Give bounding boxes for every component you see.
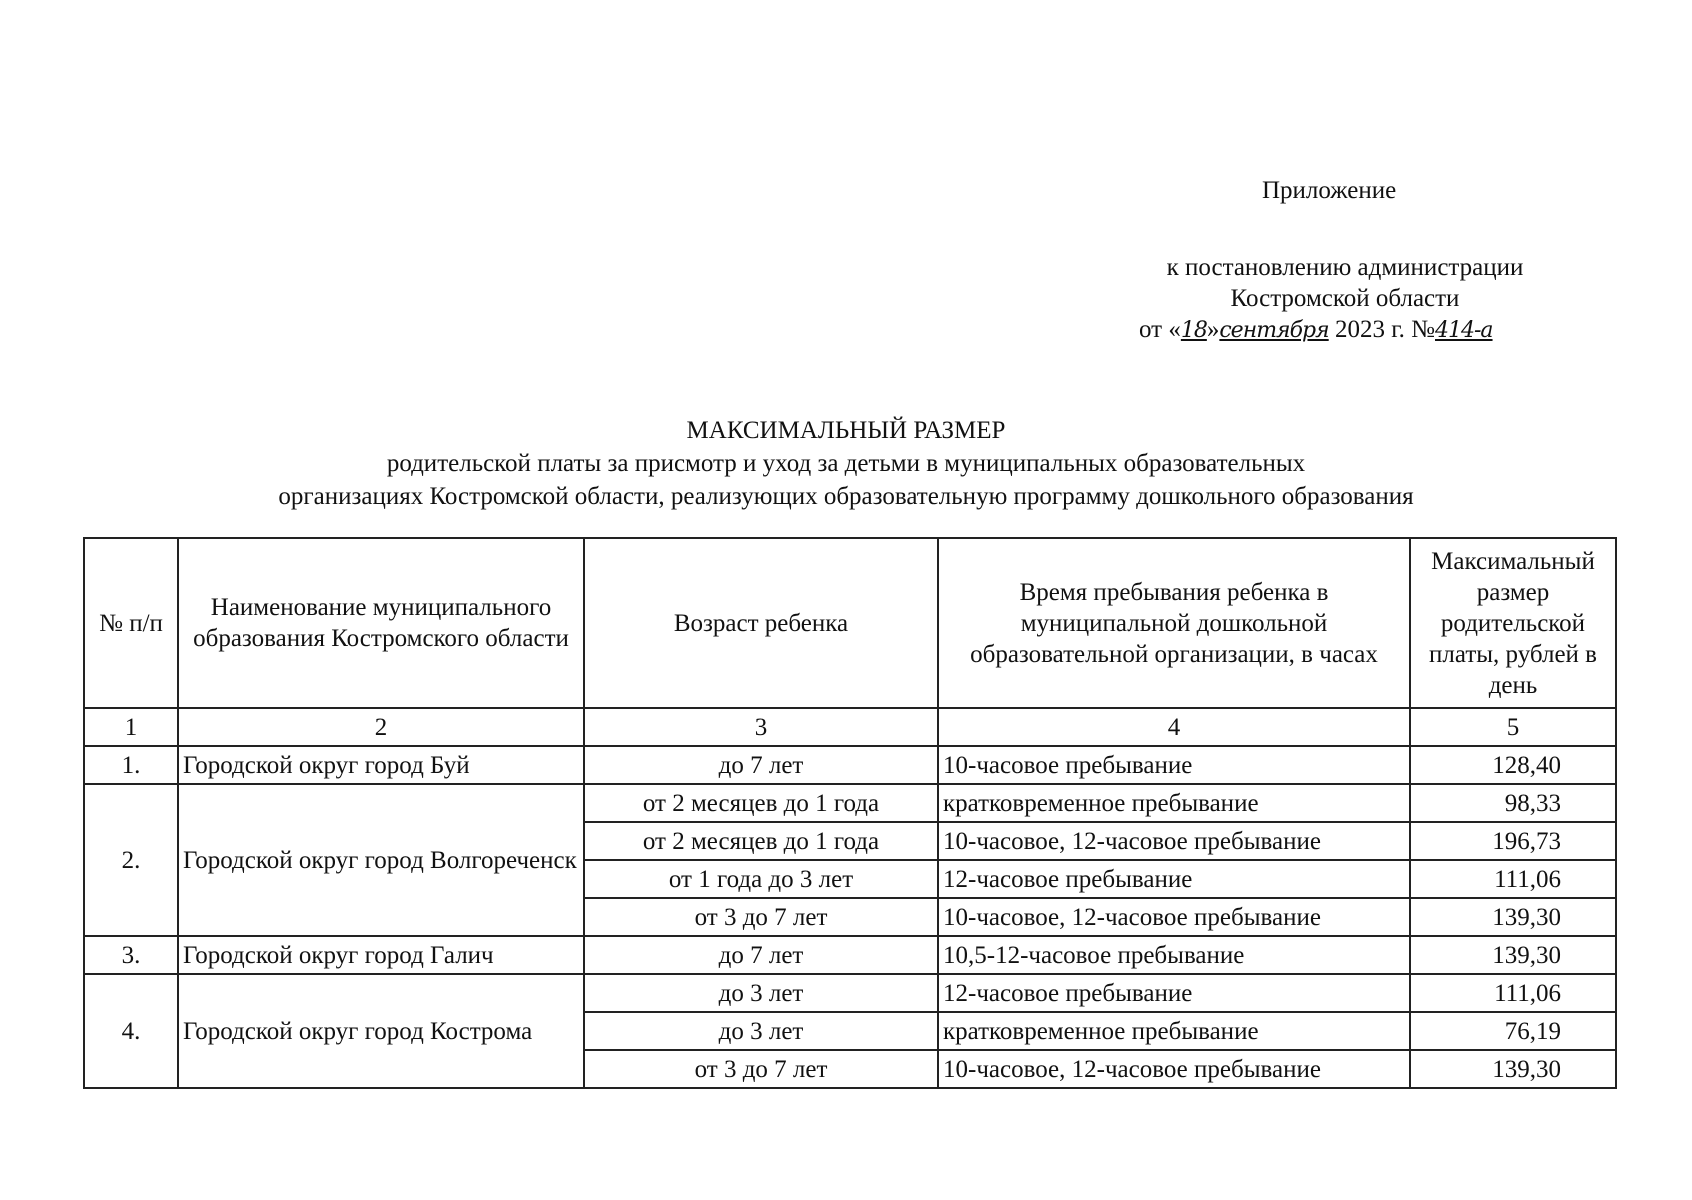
- stay-time: кратковременное пребывание: [938, 1012, 1410, 1050]
- row-number: 1.: [84, 746, 178, 784]
- column-number-row: [84, 708, 1616, 746]
- child-age: от 1 года до 3 лет: [584, 860, 938, 898]
- municipality-name: Городской округ город Волгореченск: [178, 784, 584, 936]
- decree-date-line: [1135, 314, 1555, 346]
- decree-date-prefix: от «: [1139, 316, 1181, 343]
- municipality-name: Городской округ город Кострома: [178, 974, 584, 1088]
- max-fee: 139,30: [1410, 898, 1616, 936]
- header-cell-number: № п/п: [84, 538, 178, 708]
- header-cell-age: Возраст ребенка: [584, 538, 938, 708]
- stay-time: кратковременное пребывание: [938, 784, 1410, 822]
- row-number: 2.: [84, 784, 178, 936]
- child-age: до 7 лет: [584, 936, 938, 974]
- stay-time: 10,5-12-часовое пребывание: [938, 936, 1410, 974]
- table-row: [84, 974, 1616, 1012]
- row-number: 4.: [84, 974, 178, 1088]
- max-fee: 139,30: [1410, 1050, 1616, 1088]
- max-fee: 196,73: [1410, 822, 1616, 860]
- decree-line-2: Костромской области: [1230, 285, 1460, 312]
- child-age: от 2 месяцев до 1 года: [584, 822, 938, 860]
- child-age: до 3 лет: [584, 1012, 938, 1050]
- decree-number-handwritten: 414-а: [1435, 318, 1493, 343]
- column-number: 3: [584, 708, 938, 746]
- stay-time: 10-часовое пребывание: [938, 746, 1410, 784]
- municipality-name: Городской округ город Галич: [178, 936, 584, 974]
- decree-year: 2023 г. №: [1328, 316, 1435, 343]
- decree-reference: [1135, 252, 1555, 346]
- decree-month-handwritten: сентября: [1219, 318, 1329, 343]
- child-age: от 2 месяцев до 1 года: [584, 784, 938, 822]
- max-fee: 111,06: [1410, 860, 1616, 898]
- decree-date-mid: »: [1206, 316, 1220, 343]
- child-age: до 7 лет: [584, 746, 938, 784]
- child-age: от 3 до 7 лет: [584, 898, 938, 936]
- max-fee: 98,33: [1410, 784, 1616, 822]
- municipality-name: Городской округ город Буй: [178, 746, 584, 784]
- max-fee: 139,30: [1410, 936, 1616, 974]
- title-line-3: организациях Костромской области, реализующих образовательную программу дошкольного образования: [278, 483, 1414, 510]
- stay-time: 12-часовое пребывание: [938, 974, 1410, 1012]
- row-number: 3.: [84, 936, 178, 974]
- child-age: от 3 до 7 лет: [584, 1050, 938, 1088]
- document-title: [0, 414, 1692, 513]
- stay-time: 12-часовое пребывание: [938, 860, 1410, 898]
- header-cell-stay-time: Время пребывания ребенка в муниципальной дошкольной образовательной организации, в часах: [938, 538, 1410, 708]
- table-header-row: [84, 538, 1616, 708]
- max-fee: 111,06: [1410, 974, 1616, 1012]
- stay-time: 10-часовое, 12-часовое пребывание: [938, 898, 1410, 936]
- max-fee: 128,40: [1410, 746, 1616, 784]
- decree-line-1: к постановлению администрации: [1166, 254, 1524, 281]
- stay-time: 10-часовое, 12-часовое пребывание: [938, 822, 1410, 860]
- child-age: до 3 лет: [584, 974, 938, 1012]
- table-row: [84, 746, 1616, 784]
- column-number: 1: [84, 708, 178, 746]
- fee-table: [83, 537, 1617, 1089]
- appendix-label: Приложение: [1262, 177, 1397, 204]
- column-number: 4: [938, 708, 1410, 746]
- title-line-2: родительской платы за присмотр и уход за детьми в муниципальных образовательных: [386, 450, 1306, 477]
- table-row: [84, 784, 1616, 822]
- title-line-1: МАКСИМАЛЬНЫЙ РАЗМЕР: [686, 417, 1006, 444]
- column-number: 2: [178, 708, 584, 746]
- header-cell-max-fee: Максимальный размер родительской платы, рублей в день: [1410, 538, 1616, 708]
- table-row: [84, 936, 1616, 974]
- column-number: 5: [1410, 708, 1616, 746]
- stay-time: 10-часовое, 12-часовое пребывание: [938, 1050, 1410, 1088]
- decree-day-handwritten: 18: [1180, 318, 1207, 343]
- max-fee: 76,19: [1410, 1012, 1616, 1050]
- header-cell-municipality: Наименование муниципального образования Костромского области: [178, 538, 584, 708]
